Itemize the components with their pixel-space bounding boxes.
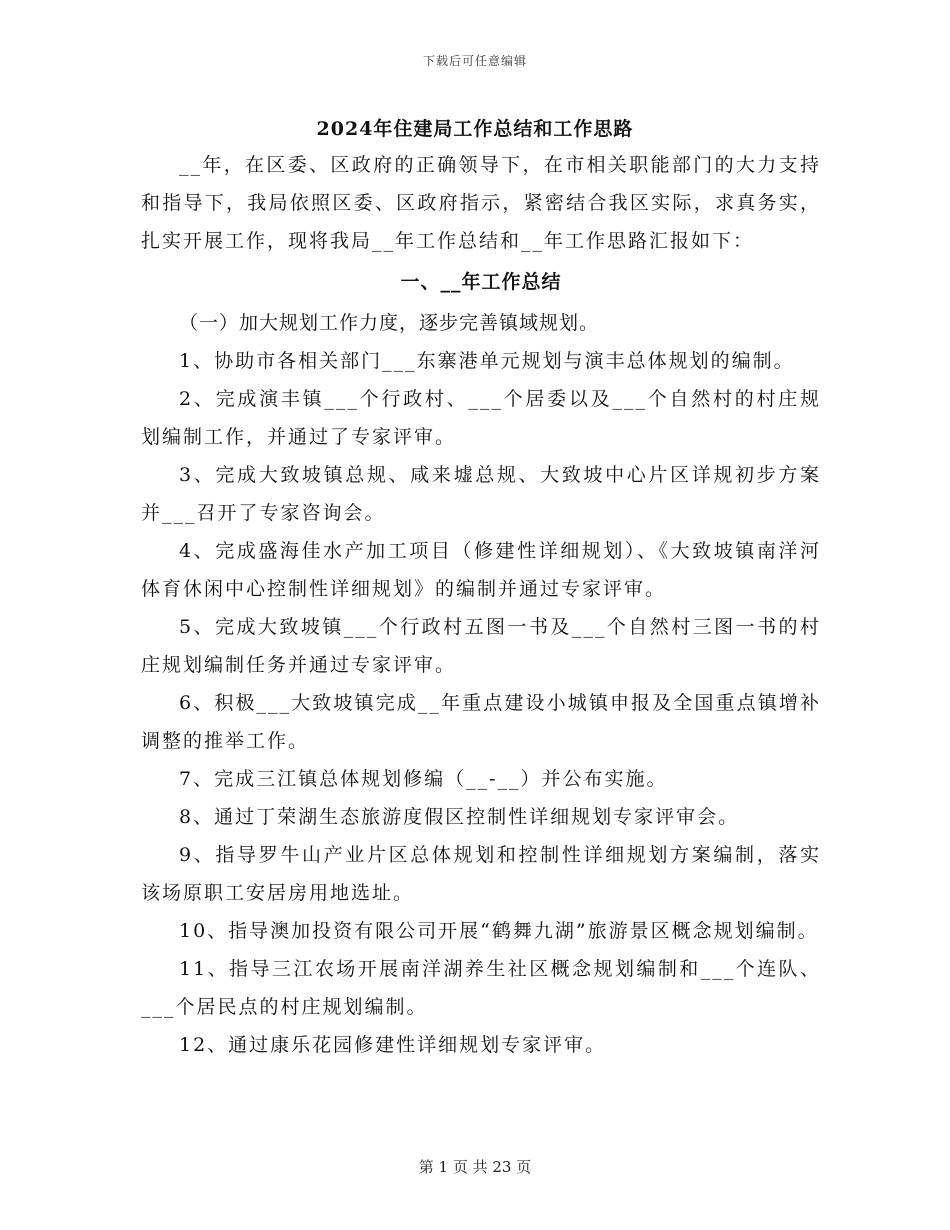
list-item: 3、完成大致坡镇总规、咸来墟总规、大致坡中心片区详规初步方案并___召开了专家咨询会。 <box>141 464 821 524</box>
list-item: 8、通过丁荣湖生态旅游度假区控制性详细规划专家评审会。 <box>179 806 740 828</box>
list-item: 10、指导澳加投资有限公司开展“鹤舞九湖”旅游景区概念规划编制。 <box>179 920 819 942</box>
document-title: 2024年住建局工作总结和工作思路 <box>316 118 634 140</box>
section-heading: 一、__年工作总结 <box>400 271 562 293</box>
page-header-note: 下载后可任意编辑 <box>422 54 527 68</box>
list-item: 2、完成演丰镇___个行政村、___个居委以及___个自然村的村庄规划编制工作，并通过了专家评审。 <box>141 388 821 448</box>
intro-paragraph: __年，在区委、区政府的正确领导下，在市相关职能部门的大力支持和指导下，我局依照区委、区政府指示，紧密结合我区实际，求真务实，扎实开展工作，现将我局__年工作总结和__年工作思路汇报如下： <box>141 154 821 252</box>
list-item: 4、完成盛海佳水产加工项目（修建性详细规划）、《大致坡镇南洋河体育休闲中心控制性详细规划》的编制并通过专家评审。 <box>141 540 821 600</box>
document-body <box>141 146 821 1064</box>
list-item: 9、指导罗牛山产业片区总体规划和控制性详细规划方案编制，落实该场原职工安居房用地选址。 <box>141 844 821 904</box>
list-item: 1、协助市各相关部门___东寨港单元规划与演丰总体规划的编制。 <box>179 350 795 372</box>
list-item: 5、完成大致坡镇___个行政村五图一书及___个自然村三图一书的村庄规划编制任务并通过专家评审。 <box>141 616 821 676</box>
page-number: 第 1 页 共 23 页 <box>418 1158 532 1176</box>
list-item: 12、通过康乐花园修建性详细规划专家评审。 <box>179 1034 607 1056</box>
list-item: 6、积极___大致坡镇完成__年重点建设小城镇申报及全国重点镇增补调整的推举工作。 <box>141 692 821 752</box>
subsection-heading: （一）加大规划工作力度，逐步完善镇域规划。 <box>179 312 600 334</box>
list-item: 11、指导三江农场开展南洋湖养生社区概念规划编制和___个连队、___个居民点的村庄规划编制。 <box>141 958 821 1018</box>
list-item: 7、完成三江镇总体规划修编（__-__）并公布实施。 <box>179 768 668 790</box>
